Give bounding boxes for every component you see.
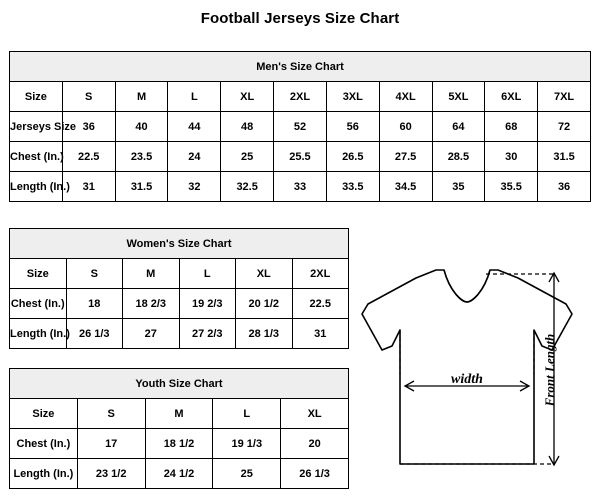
- table-cell: 20: [281, 429, 349, 459]
- table-cell: 48: [221, 112, 274, 142]
- table-cell: 27.5: [379, 142, 432, 172]
- jersey-diagram: [358, 258, 594, 490]
- table-cell: 27 2/3: [179, 319, 236, 349]
- table-cell: 32.5: [221, 172, 274, 202]
- table-cell: 40: [115, 112, 168, 142]
- row-label: Chest (In.): [10, 142, 63, 172]
- womens-size-chart: [9, 228, 349, 349]
- table-cell: 36: [62, 112, 115, 142]
- table-cell: M: [145, 399, 213, 429]
- row-label: Size: [10, 82, 63, 112]
- womens-size-table: [9, 228, 349, 349]
- table-cell: 18: [66, 289, 123, 319]
- table-cell: 68: [485, 112, 538, 142]
- table-cell: L: [213, 399, 281, 429]
- table-cell: 31: [62, 172, 115, 202]
- table-cell: 3XL: [326, 82, 379, 112]
- table-cell: XL: [281, 399, 349, 429]
- table-cell: S: [77, 399, 145, 429]
- table-row: [10, 82, 591, 112]
- page-title: Football Jerseys Size Chart: [200, 10, 400, 27]
- mens-size-table: [9, 51, 591, 202]
- row-label: Chest (In.): [10, 429, 78, 459]
- table-cell: 60: [379, 112, 432, 142]
- front-length-label: Front Length: [542, 333, 557, 407]
- table-cell: 24 1/2: [145, 459, 213, 489]
- table-cell: 27: [123, 319, 180, 349]
- table-cell: 72: [538, 112, 591, 142]
- womens-chart-caption: Women's Size Chart: [10, 229, 349, 259]
- table-cell: 33: [274, 172, 327, 202]
- row-label: Chest (In.): [10, 289, 67, 319]
- table-cell: 18 2/3: [123, 289, 180, 319]
- table-row: [10, 319, 349, 349]
- table-cell: 5XL: [432, 82, 485, 112]
- table-cell: 22.5: [292, 289, 349, 319]
- table-cell: 2XL: [292, 259, 349, 289]
- row-label: Length (In.): [10, 319, 67, 349]
- mens-size-chart: [9, 51, 591, 202]
- table-cell: L: [179, 259, 236, 289]
- table-cell: 2XL: [274, 82, 327, 112]
- table-cell: XL: [236, 259, 293, 289]
- table-cell: 23 1/2: [77, 459, 145, 489]
- table-cell: 6XL: [485, 82, 538, 112]
- table-row: [10, 259, 349, 289]
- row-label: Length (In.): [10, 459, 78, 489]
- table-cell: S: [66, 259, 123, 289]
- table-cell: 44: [168, 112, 221, 142]
- table-cell: 25: [221, 142, 274, 172]
- size-chart-page: [0, 10, 600, 500]
- table-cell: 4XL: [379, 82, 432, 112]
- table-cell: 31.5: [115, 172, 168, 202]
- table-cell: 19 1/3: [213, 429, 281, 459]
- table-cell: 36: [538, 172, 591, 202]
- row-label: Length (In.): [10, 172, 63, 202]
- table-cell: 25: [213, 459, 281, 489]
- table-cell: M: [115, 82, 168, 112]
- table-cell: 28 1/3: [236, 319, 293, 349]
- mens-chart-caption: Men's Size Chart: [10, 52, 591, 82]
- table-cell: 31: [292, 319, 349, 349]
- width-label: width: [451, 372, 483, 387]
- row-label: Jerseys Size: [10, 112, 63, 142]
- table-cell: 23.5: [115, 142, 168, 172]
- table-row: [10, 429, 349, 459]
- table-cell: M: [123, 259, 180, 289]
- table-cell: 30: [485, 142, 538, 172]
- jersey-outline-icon: [362, 270, 572, 464]
- table-row: [10, 399, 349, 429]
- table-row: [10, 289, 349, 319]
- table-cell: 26 1/3: [281, 459, 349, 489]
- table-row: [10, 459, 349, 489]
- table-cell: 56: [326, 112, 379, 142]
- table-cell: 18 1/2: [145, 429, 213, 459]
- table-row: [10, 172, 591, 202]
- table-cell: L: [168, 82, 221, 112]
- table-caption-row: [10, 52, 591, 82]
- table-cell: XL: [221, 82, 274, 112]
- table-caption-row: [10, 369, 349, 399]
- table-cell: 52: [274, 112, 327, 142]
- table-cell: 26 1/3: [66, 319, 123, 349]
- table-cell: 22.5: [62, 142, 115, 172]
- table-cell: 28.5: [432, 142, 485, 172]
- table-caption-row: [10, 229, 349, 259]
- table-cell: 35: [432, 172, 485, 202]
- table-cell: 35.5: [485, 172, 538, 202]
- table-cell: 24: [168, 142, 221, 172]
- youth-size-table: [9, 368, 349, 489]
- table-cell: 31.5: [538, 142, 591, 172]
- table-cell: S: [62, 82, 115, 112]
- table-cell: 32: [168, 172, 221, 202]
- row-label: Size: [10, 399, 78, 429]
- table-cell: 64: [432, 112, 485, 142]
- table-cell: 7XL: [538, 82, 591, 112]
- table-cell: 25.5: [274, 142, 327, 172]
- table-cell: 34.5: [379, 172, 432, 202]
- table-row: [10, 142, 591, 172]
- table-row: [10, 112, 591, 142]
- table-cell: 19 2/3: [179, 289, 236, 319]
- table-cell: 20 1/2: [236, 289, 293, 319]
- row-label: Size: [10, 259, 67, 289]
- table-cell: 17: [77, 429, 145, 459]
- youth-size-chart: [9, 368, 349, 489]
- table-cell: 26.5: [326, 142, 379, 172]
- youth-chart-caption: Youth Size Chart: [10, 369, 349, 399]
- table-cell: 33.5: [326, 172, 379, 202]
